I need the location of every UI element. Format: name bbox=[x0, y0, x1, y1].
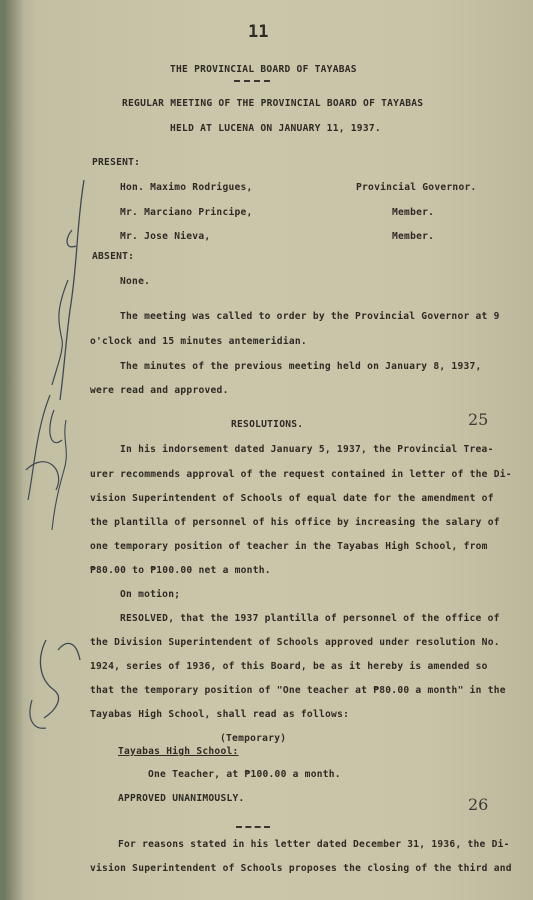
resolved-line: 1924, series of 1936, of this Board, be as it hereby is amended so bbox=[90, 661, 488, 672]
member-name: Mr. Marciano Principe, bbox=[120, 207, 253, 218]
margin-signatures bbox=[6, 170, 116, 790]
paragraph-line: vision Superintendent of Schools of equal date for the amendment of bbox=[90, 493, 494, 504]
paragraph-line: the plantilla of personnel of his office by increasing the salary of bbox=[90, 517, 500, 528]
resolved-line: that the temporary position of "One teacher at ₱80.00 a month" in the bbox=[90, 685, 506, 696]
document-title: THE PROVINCIAL BOARD OF TAYABAS bbox=[170, 64, 357, 75]
signature-stroke bbox=[40, 640, 80, 718]
paragraph-line: were read and approved. bbox=[90, 385, 229, 396]
meeting-heading-line-2: HELD AT LUCENA ON JANUARY 11, 1937. bbox=[170, 123, 381, 134]
teacher-line: One Teacher, at ₱100.00 a month. bbox=[148, 769, 341, 780]
paragraph-line: urer recommends approval of the request contained in letter of the Di- bbox=[90, 469, 512, 480]
paragraph-line: ₱80.00 to ₱100.00 net a month. bbox=[90, 565, 271, 576]
document-page bbox=[6, 0, 533, 900]
paragraph-line: vision Superintendent of Schools proposes the closing of the third and bbox=[90, 863, 512, 874]
signature-stroke bbox=[52, 280, 68, 385]
signature-stroke bbox=[52, 420, 66, 530]
section-divider bbox=[236, 826, 270, 828]
absent-label: ABSENT: bbox=[92, 251, 135, 262]
absent-value: None. bbox=[120, 276, 151, 287]
member-name: Hon. Maximo Rodrigues, bbox=[120, 182, 253, 193]
paragraph-line: one temporary position of teacher in the Tayabas High School, from bbox=[90, 541, 488, 552]
meeting-heading-line-1: REGULAR MEETING OF THE PROVINCIAL BOARD OF TAYABAS bbox=[122, 98, 424, 109]
resolved-line: RESOLVED, that the 1937 plantilla of personnel of the office of bbox=[120, 613, 500, 624]
member-role: Provincial Governor. bbox=[356, 182, 477, 193]
on-motion: On motion; bbox=[120, 589, 181, 600]
resolution-number: 25 bbox=[468, 410, 489, 429]
signature-stroke bbox=[26, 395, 62, 500]
paragraph-line: o'clock and 15 minutes antemeridian. bbox=[90, 336, 307, 347]
resolutions-heading: RESOLUTIONS. bbox=[231, 419, 304, 430]
approved-line: APPROVED UNANIMOUSLY. bbox=[118, 793, 245, 804]
member-role: Member. bbox=[392, 231, 435, 242]
paragraph-line: In his indorsement dated January 5, 1937, the Provincial Trea- bbox=[120, 444, 494, 455]
paragraph-line: For reasons stated in his letter dated December 31, 1936, the Di- bbox=[118, 839, 510, 850]
present-label: PRESENT: bbox=[92, 157, 141, 168]
resolution-number: 26 bbox=[468, 795, 489, 814]
title-divider bbox=[234, 80, 270, 82]
signature-stroke bbox=[30, 700, 46, 728]
resolved-line: the Division Superintendent of Schools approved under resolution No. bbox=[90, 637, 500, 648]
page-number: 11 bbox=[248, 22, 269, 42]
member-name: Mr. Jose Nieva, bbox=[120, 231, 211, 242]
paragraph-line: The meeting was called to order by the Provincial Governor at 9 bbox=[120, 311, 500, 322]
member-role: Member. bbox=[392, 207, 435, 218]
signature-stroke bbox=[60, 180, 84, 400]
paragraph-line: The minutes of the previous meeting held on January 8, 1937, bbox=[120, 361, 482, 372]
temporary-label: (Temporary) bbox=[220, 733, 287, 744]
school-heading: Tayabas High School: bbox=[118, 746, 239, 757]
resolved-line: Tayabas High School, shall read as follows: bbox=[90, 709, 350, 720]
